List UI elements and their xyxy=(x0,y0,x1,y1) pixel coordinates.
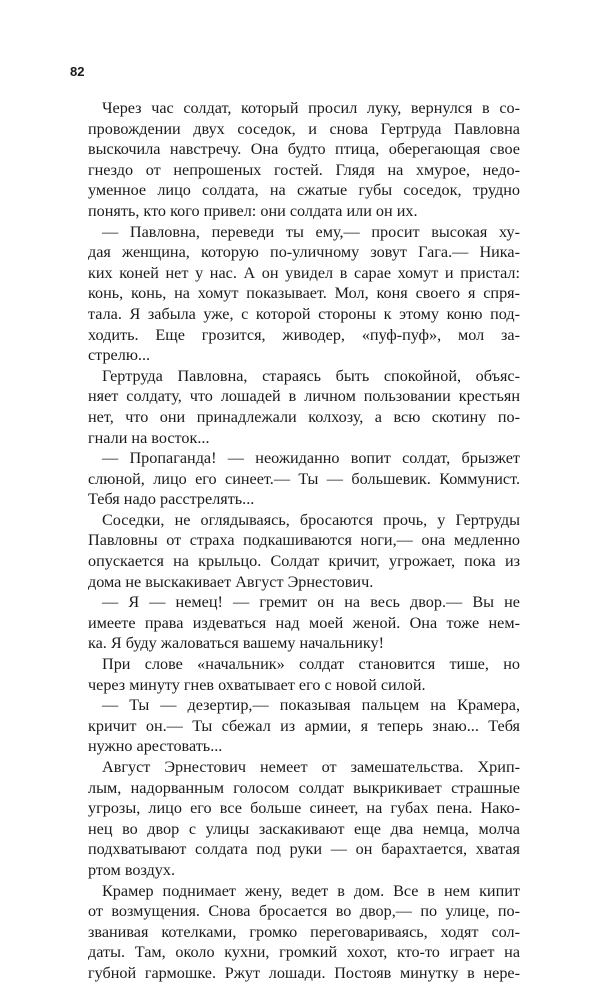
text-line: понять, кто кого привел: они солдата или он их. xyxy=(88,201,418,220)
text-line: стрелю... xyxy=(88,346,151,365)
text-line: тала. Я забыла уже, с которой стороны к этому коню под- xyxy=(88,304,520,323)
text-line: Август Эрнестович немеет от замешательства. Хрип- xyxy=(102,758,520,776)
text-line: гнездо от непрошеных гостей. Глядя на хмурое, недо- xyxy=(88,160,520,179)
text-line: ртом воздух. xyxy=(88,860,176,879)
text-line: уменное лицо солдата, на сжатые губы соседок, трудно xyxy=(88,181,520,200)
text-line: имеете права издеваться над моей женой. Она тоже нем- xyxy=(88,613,520,632)
text-line: Павловны от страха подкашиваются ноги,— она медленно xyxy=(88,531,520,550)
text-line: конь, конь, на хомут показывает. Мол, коня своего я спря- xyxy=(88,284,520,303)
text-line: выскочила навстречу. Она будто птица, оберегающая свое xyxy=(88,140,520,159)
text-line: званивая котелками, громко переговариваясь, ходят сол- xyxy=(88,922,520,941)
text-line: от возмущения. Снова бросается во двор,— по улице, по- xyxy=(88,902,520,921)
page-number: 82 xyxy=(70,64,85,79)
text-line: — Я — немец! — гремит он на весь двор.— Вы не xyxy=(102,593,520,612)
text-line: даты. Там, около кухни, громкий хохот, кто-то играет на xyxy=(88,943,520,962)
text-line: ка. Я буду жаловаться вашему начальнику! xyxy=(88,634,385,653)
text-line: провождении двух соседок, и снова Гертруда Павловна xyxy=(88,119,520,138)
text-line: угрозы, лицо его все больше синеет, на губах пена. Нако- xyxy=(88,799,520,818)
text-line: губной гармошке. Ржут лошади. Постояв минутку в нере- xyxy=(88,963,520,982)
text-line: Тебя надо расстрелять... xyxy=(88,490,255,509)
text-line: кричит он.— Ты сбежал из армии, я теперь знаю... Тебя xyxy=(88,716,520,735)
text-line: гнали на восток... xyxy=(88,428,210,447)
text-line: нец во двор с улицы заскакивают еще два немца, молча xyxy=(88,819,520,838)
text-line: няет солдату, что лошадей в личном пользовании крестьян xyxy=(88,387,520,406)
text-line: При слове «начальник» солдат становится тише, но xyxy=(102,655,520,674)
text-line: слюной, лицо его синеет.— Ты — большевик. Коммунист. xyxy=(88,469,520,488)
text-line: подхватывают солдата под руки — он барахтается, хватая xyxy=(88,840,520,859)
text-line: ходить. Еще грозится, живодер, «пуф-пуф», мол за- xyxy=(88,325,520,344)
text-line: — Павловна, переведи ты ему,— просит высокая ху- xyxy=(102,222,520,241)
text-line: Крамер поднимает жену, ведет в дом. Все в нем кипит xyxy=(102,881,520,900)
text-line: Соседки, не оглядываясь, бросаются прочь, у Гертруды xyxy=(102,510,520,529)
text-line: нужно арестовать... xyxy=(88,737,223,756)
text-line: нет, что они принадлежали колхозу, а всю скотину по- xyxy=(88,407,520,426)
text-line: Через час солдат, который просил луку, вернулся в со- xyxy=(102,99,520,117)
text-line: — Ты — дезертир,— показывая пальцем на Крамера, xyxy=(102,696,520,715)
body-text xyxy=(88,98,520,984)
text-line: дома не выскакивает Август Эрнестович. xyxy=(88,572,374,591)
text-line: Гертруда Павловна, стараясь быть спокойной, объяс- xyxy=(102,366,520,385)
text-line: дая женщина, которую по-уличному зовут Гага.— Ника- xyxy=(88,243,520,262)
text-line: через минуту гнев охватывает его с новой силой. xyxy=(88,675,426,694)
text-line: ких коней нет у нас. А он увидел в сарае хомут и пристал: xyxy=(88,263,520,282)
text-line: — Пропаганда! — неожиданно вопит солдат, брызжет xyxy=(102,449,520,468)
text-line: опускается на крыльцо. Солдат кричит, угрожает, пока из xyxy=(88,552,520,571)
text-line: лым, надорванным голосом солдат выкрикивает страшные xyxy=(88,778,520,797)
